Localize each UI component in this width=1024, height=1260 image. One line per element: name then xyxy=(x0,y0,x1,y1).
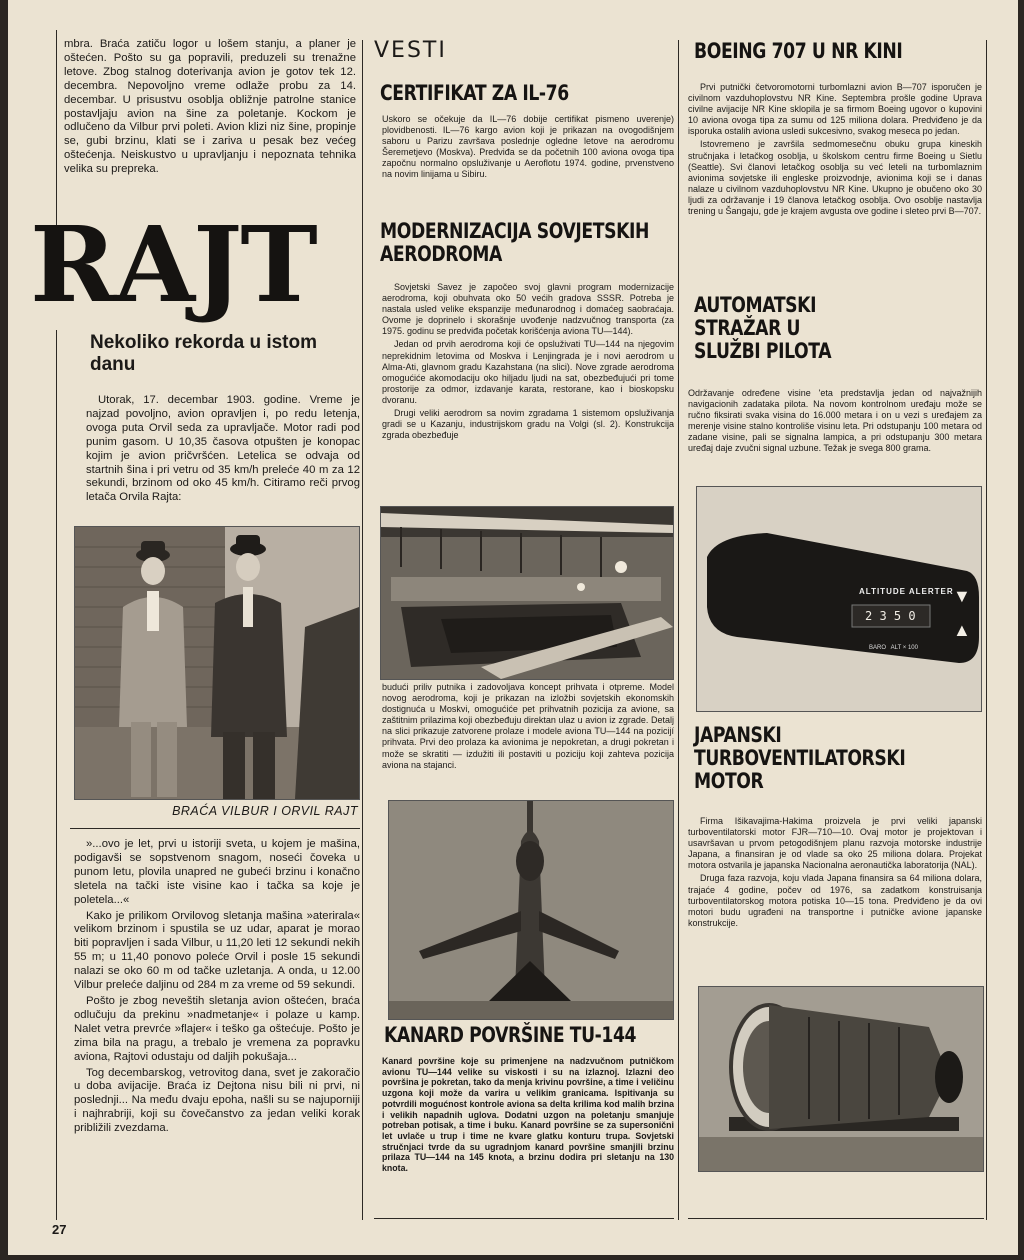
engine-paragraph: Druga faza razvoja, koju vlada Japana finansira sa 64 miliona dolara, trajaće 4 godine, počev od 1976, sa zadatkom konstruisanja turboventilatorskog motora potiska 10—15 tona. Predviđeno je da ovi motori budu ugrađeni na transportne i putničke avione japanske konstrukcije. xyxy=(688,873,982,928)
article-engine-text xyxy=(688,816,982,974)
column-rule-far-right xyxy=(986,40,987,1220)
page-number: 27 xyxy=(52,1222,67,1237)
tu144-model-illustration xyxy=(389,801,673,1019)
bottom-rule-middle xyxy=(374,1218,674,1219)
caption-rule xyxy=(70,828,360,829)
article-airports-text xyxy=(382,282,674,504)
airport-illustration xyxy=(381,507,673,679)
article-subtitle: Nekoliko rekorda u istom danu xyxy=(90,332,318,375)
left-bottom-text xyxy=(74,838,360,1214)
bottom-paragraph: »...ovo je let, prvi u istoriji sveta, u kojem je mašina, podigavši se sopstvenom snagom, noseći čoveka u punom letu, plovila unapred ne gubeći brzinu i konačno sletela na tački iste visine kao i tačka sa koje je poletela...« xyxy=(74,838,360,906)
left-body-text: Utorak, 17. decembar 1903. godine. Vreme je najzad povoljno, avion opravljen i, po redu letenja, ovoga puta Orvil seda za upravljače. Motor radi pod punim gasom. U 10,35 časova otpušten je konopac kojim je avion pričvršćen. Letelica se odvaja od startnih šina i pri vetru od 35 km/h preleće 40 m za 12 sekundi, brzinom od oko 45 km/h. Citiramo reči prvog letača Orvila Rajta: xyxy=(86,394,360,504)
headline-automatic-guard: AUTOMATSKI STRAŽAR U SLUŽBI PILOTA xyxy=(694,293,832,363)
boeing-paragraph: Prvi putnički četvoromotorni turbomlazni avion B—707 isporučen je civilnom vazduhoplovstvu NR Kine. Septembra prošle godine Uprava civilne avijacije NR Kine sklopila je sa firmom Boeing ugovor o kupovini 10 aviona ovoga tipa za sumu od 125 miliona dolara. Predviđeno je da isporuka ostalih aviona usledi sukcesivno, svakog meseca po jedan. xyxy=(688,82,982,137)
airports-paragraph: Sovjetski Savez je započeo svoj glavni program modernizacije aerodroma, koji obuhvata oko 50 većih gradova SSSR. Potreba je nastala usled velike ekspanzije međunarodnog i domaćeg saobraćaja. Ovome je doprinelo i skorašnje uvođenje nadzvučnog transporta (za 1975. godinu se predviđa početak korišćenja aviona TU—144). xyxy=(382,282,674,337)
airports-paragraph: Drugi veliki aerodrom sa novim zgradama 1 sistemom opsluživanja gradi se u Kazanju, industrijskom gradu na Volgi (sl. 2). Konstrukcija zgrada obezbeđuje xyxy=(382,408,674,441)
bottom-paragraph: Kako je prilikom Orvilovog sletanja mašina »aterirala« velikom brzinom i spustila se uz udar, aparat je morao biti popravljen i sada Vilbur, u 11,20 leti 12 sekundi nekih 55 m; u 11,40 ponovo poleće Orvil i posle 15 sekundi nalazi se oko 60 m od tačke uzletanja. A onda, u 12.00 Vilbur preleće dalјinu od 284 m za vreme od 59 sekundi. xyxy=(74,909,360,992)
headline-japanese-engine: JAPANSKI TURBOVENTILATORSKI MOTOR xyxy=(694,723,906,793)
headline-boeing-707: BOEING 707 U NR KINI xyxy=(694,39,903,63)
left-intro-text: mbra. Braća zatiču logor u lošem stanju, a planer je oštećen. Pošto su ga popravili, preduzeli su trenažne letove. Zbog stalnog doterivanja avion je gotov tek 12. decembra. Nepovoljno vreme odlaže probu za 14. decembar. U prisustvu osoblja obližnje patrolne stanice postavljaju avion na šine za poletanje. Kockom je odlučeno da Vilbur prvi poleti. Avion klizi niz šine, propinje se, gubi brzinu, klati se i zariva u pesak bez većeg oštećenja. Neiskustvo u upravljanju i nepoznata tehnika velika su prepreka. xyxy=(64,38,356,176)
section-label: VESTI xyxy=(374,38,447,63)
photo-caption: BRAĆA VILBUR I ORVIL RAJT xyxy=(172,804,358,818)
photo-wright-brothers xyxy=(74,526,360,800)
article-tu144-text: Kanard površine koje su primenjene na nadzvučnom putničkom avionu TU—144 velike su viskosti i su na izlaznoj. Izlazni deo površina je pokretan, tako da menja krivinu površine, a time i veličinu uzgona koji može da varira u velikim granicama. Ispitivanja su potvrdili mogućnost kontrole aviona sa delta krilima kod malih brzina i velikih napadnih uglova. Dodatni uzgon na poletanju smanjuje potreban potisak, a time i buku. Kanard površine se za supersonični let uvlače u trup i time ne kvare glatku konturu trupa. Sovjetski stručnjaci tvrde da su ugradnjom kanard površine smanjili brzinu prilaza TU—144 na 145 knota, a brzinu dodira pri sletanju na 130 knota. xyxy=(382,1056,674,1174)
arrow-down-icon: ▼ xyxy=(953,586,971,606)
article-il76-text: Uskoro se očekuje da IL—76 dobije certifikat pismeno uverenje) plovidbenosti. IL—76 kargo avion koji je prikazan na ovogodišnjem saboru u Parizu završava poslednje ogledne letove na aerodromu Šeremetjevo (Moskva). Predviđa se da početnih 100 aviona ovoga tipa započnu normalno opsluživanje u Aeroflotu 1974. godine, prvenstveno na novim linijama u Sibiru. xyxy=(382,114,674,180)
alerter-digits: 2 3 5 0 xyxy=(865,609,916,623)
big-title: RAJT xyxy=(30,203,316,326)
article-guard-text: Održavanje određene visine 'eta predstavlja jedan od najvažnijih navigacionih zadataka pilota. Na novom kontrolnom uređaju može se ručno fiksirati svaka visina do 16.000 metara i on u vezi s uređajem za merenje visine stalno kontroliše visinu leta. Pri odstupanju 100 metara od zadane visine, pali se signalna lampica, a pri odstupanju 300 metara uređaj daje zvučni signal uzbune. Težak je svega 800 grama. xyxy=(688,388,982,454)
bottom-paragraph: Tog decembarskog, vetrovitog dana, svet je zakoračio u doba avijacije. Braća iz Dejtona nisu bili ni prvi, ni poslednji... Na među dvaju epoha, našli su se najuporniji i najhrabriji, koji su čovečanstvo za jedan veliki korak približili zvezdama. xyxy=(74,1066,360,1135)
headline-soviet-airports: MODERNIZACIJA SOVJETSKIH AERODROMA xyxy=(380,219,650,266)
wright-brothers-illustration xyxy=(75,527,359,799)
bottom-rule-right xyxy=(688,1218,984,1219)
bottom-paragraph: Pošto je zbog neveštih sletanja avion oštećen, braća odlučuju da prekinu »nadmetanje« i polaze u kamp. Nalet vetra prevrće »flajer« i teško ga oštećuje. Pošto je zima bila na pragu, a trebalo je vremena za popravku aviona, Rajtovi odustaju od daljih pokušaja... xyxy=(74,994,360,1063)
photo-tu144-model xyxy=(388,800,674,1020)
alerter-label: ALTITUDE ALERTER xyxy=(859,587,954,596)
arrow-up-icon: ▲ xyxy=(953,620,971,640)
photo-altitude-alerter xyxy=(696,486,982,712)
article-boeing-text xyxy=(688,82,982,278)
column-rule-right xyxy=(678,40,679,1220)
headline-tu144-canard: KANARD POVRŠINE TU-144 xyxy=(384,1023,637,1047)
turbofan-engine-illustration xyxy=(699,987,983,1171)
column-rule-left xyxy=(56,30,57,230)
engine-paragraph: Firma Išikavajima-Hakima proizvela je prvi veliki japanski turboventilatorski motor FJR—710—10. Ovaj motor je projektovan i usavršavan u prvom petogodišnjem planu razvoja motorske industrije Japana, a finansiran je od vlade sa oko 25 miliona dolara. Projekat motora ostvarila je japanska Nacionalna aeronautička laboratorija (NAL). xyxy=(688,816,982,871)
headline-il76: CERTIFIKAT ZA IL-76 xyxy=(380,81,569,105)
airports-paragraph: Jedan od prvih aerodroma koji će opsluživati TU—144 na njegovim neprekidnim letovima od Moskva i Lenjingrada je i novi aerodrom u Alma-Ati, glavnom gradu Kazahstana (na slici). Nove zgrade aerodroma omogućiće akomodaciju oko hiljadu ljudi na sat, obezbeđujući pri tome prostorije za odmor, izdavanje karata, restorane, kao i bioskopsku dvoranu. xyxy=(382,339,674,405)
photo-airport xyxy=(380,506,674,680)
boeing-paragraph: Istovremeno je završila sedmomesečnu obuku grupa kineskih stručnjaka i letačkog osoblja, u školskom centru firme Boeing u Sietlu (Seattle). Svi članovi letačkog osoblja su već leteli na turbomlaznim avionima sovjetske ili engleske proizvodnje, avionima koji se i danas nalaze u civilnom vazduhoplovstvu NR Kine. Ukupno je obučeno oko 30 ljudi za održavanje i 19 članova letačkog osoblja. Ovo osoblje nastavlja trening u Šangaju, gde je krajem avgusta ove godine i sleteo prvi B—707. xyxy=(688,139,982,217)
magazine-page xyxy=(8,0,1018,1255)
alerter-sublabel: BARO ALT × 100 xyxy=(869,645,918,651)
column-rule-left-lower xyxy=(56,330,57,1220)
photo-turbofan-engine xyxy=(698,986,984,1172)
altitude-alerter-illustration xyxy=(697,487,981,711)
article-airports-continuation: budući priliv putnika i zadovoljava koncept prihvata i otpreme. Model novog aerodroma, koji je prikazan na izložbi sovjetskih ekonomskih dostignuća u Moskvi, omogućiće pet prihvatnih pozicija za avione, sa zaštitnim prilazima koji obezbeđuju direktan ulaz u avion iz zgrade. Detalj na slici prikazuje zatvorene prolaze i modele aviona TU—144 na pozicijí prihvata. Prvi deo prolaza ka avionima je nepokretan, a drugi pokretan i može se skratiti — izdužiti ili postaviti u poziciju koji zahteva pozicija aviona na stajanci. xyxy=(382,682,674,770)
